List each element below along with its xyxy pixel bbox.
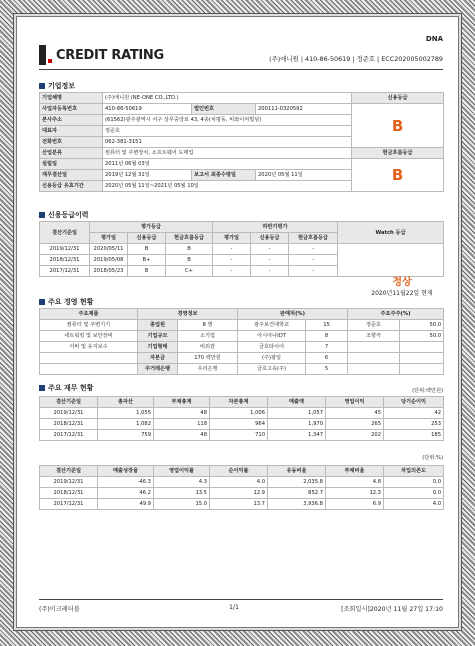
table-cell: 0.0 (384, 477, 444, 488)
table-cell: 기업규모 (138, 331, 178, 342)
ratio-header: 차입의존도 (384, 466, 444, 477)
ratio-header: 매출성장율 (98, 466, 154, 477)
table-cell: 42 (384, 408, 444, 419)
settle-date-value: 2019년 12월 31일 (103, 170, 192, 181)
history-col-half: 하반기평가 (213, 222, 338, 233)
footer-timestamp: [조회일시]2020년 11월 27일 17:10 (341, 606, 443, 613)
fin-header: 당기순이익 (384, 397, 444, 408)
fin-header: 매출액 (268, 397, 326, 408)
table-cell: 2020/05/11 (90, 244, 128, 255)
table-cell: 170 백만원 (178, 353, 238, 364)
table-cell: 12.9 (210, 488, 268, 499)
report-footer (39, 599, 443, 613)
report-header (39, 27, 443, 69)
footer-page: 1/1 (229, 604, 239, 611)
ratio-header: 영업이익률 (154, 466, 210, 477)
doc-code: DNA (425, 35, 443, 43)
logo-bar-icon (39, 45, 46, 65)
table-cell: - (213, 244, 251, 255)
section-company: 기업정보 (39, 81, 75, 91)
ratio-header: 순이익률 (210, 466, 268, 477)
company-table (39, 92, 444, 192)
table-cell: 710 (210, 430, 268, 441)
table-cell: 1,006 (210, 408, 268, 419)
table-cell (348, 342, 400, 353)
section-management: 주요 경영 현황 (39, 297, 93, 307)
table-cell: 50.0 (400, 320, 444, 331)
company-name-label: 기업체명 (40, 93, 103, 104)
footer-company: (주)이크레더블 (39, 606, 80, 613)
mgmt-header-info: 경영정보 (138, 309, 238, 320)
table-cell: 2018/12/31 (40, 255, 90, 266)
history-col-settle: 결산기준일 (40, 222, 90, 244)
fin-header: 자본총계 (210, 397, 268, 408)
mgmt-header-products: 주요제품 (40, 309, 138, 320)
table-cell: 118 (154, 419, 210, 430)
table-cell: 우리은행 (178, 364, 238, 375)
table-cell: 265 (326, 419, 384, 430)
table-cell: 0.0 (384, 488, 444, 499)
history-sub-header: 신용등급 (128, 233, 166, 244)
table-cell: 1,057 (268, 408, 326, 419)
settle-date-label: 재무결산일 (40, 170, 103, 181)
table-cell: 46.2 (98, 488, 154, 499)
report-title: CREDIT RATING (56, 48, 164, 63)
ceo-label: 대표자 (40, 126, 103, 137)
table-cell: 정준호 (348, 320, 400, 331)
table-cell: 48 (154, 430, 210, 441)
history-sub-header: 신용등급 (251, 233, 289, 244)
table-cell: B (128, 266, 166, 277)
report-date-value: 2020년 05월 11일 (256, 170, 352, 181)
table-cell: 금호고속(주) (238, 364, 306, 375)
table-cell: 5 (306, 364, 348, 375)
address-value: (61562)광주광역시 서구 상무중앙로 43, 4층(치평동, 비와이씨빌딩) (103, 115, 352, 126)
watch-status: 정상 (392, 277, 412, 288)
biz-no-label: 사업자등록번호 (40, 104, 103, 115)
ratio-table (39, 465, 444, 510)
table-cell: 1,055 (98, 408, 154, 419)
table-row (40, 320, 444, 331)
table-cell: 3,936.8 (268, 499, 326, 510)
ratio-header: 결산기준일 (40, 466, 98, 477)
table-cell (400, 342, 444, 353)
table-cell: 2019/05/08 (90, 255, 128, 266)
table-cell: 자본금 (138, 353, 178, 364)
history-table (39, 221, 444, 277)
doc-info: (주)애니원 | 410-86-50619 | 정준호 | ECC202005002789 (269, 55, 443, 63)
history-sub-header: 현금흐름등급 (166, 233, 213, 244)
report-page (17, 17, 458, 627)
finance-table (39, 396, 444, 441)
validity-value: 2020년 05월 11일~2021년 05월 10일 (103, 181, 352, 192)
table-cell: 50.0 (400, 331, 444, 342)
table-cell: 2,035.8 (268, 477, 326, 488)
credit-grade-label: 신용등급 (352, 93, 444, 104)
table-cell: - (289, 266, 338, 277)
table-cell: 13.5 (154, 488, 210, 499)
table-cell: B+ (128, 255, 166, 266)
table-cell (400, 353, 444, 364)
table-cell: 13.7 (210, 499, 268, 510)
cash-grade-value: B (352, 159, 444, 192)
section-history: 신용등급이력 (39, 210, 89, 220)
table-cell: 아시아나IDT (238, 331, 306, 342)
table-cell: 48 (154, 408, 210, 419)
table-cell: 852.7 (268, 488, 326, 499)
table-row (40, 364, 444, 375)
table-cell: 12.3 (326, 488, 384, 499)
credit-grade-value: B (352, 104, 444, 148)
table-cell: 2017/12/31 (40, 430, 98, 441)
table-cell: 253 (384, 419, 444, 430)
table-cell: - (289, 244, 338, 255)
table-cell: 2017/12/31 (40, 266, 90, 277)
table-cell: (주)광일 (238, 353, 306, 364)
table-cell: B (166, 244, 213, 255)
table-cell: 1,970 (268, 419, 326, 430)
table-cell: B (166, 255, 213, 266)
table-cell: 주거래은행 (138, 364, 178, 375)
table-cell: 6 (306, 353, 348, 364)
table-cell: - (251, 244, 289, 255)
table-cell: 49.9 (98, 499, 154, 510)
table-cell: 조향극 (348, 331, 400, 342)
phone-value: 062-381-3151 (103, 137, 352, 148)
table-cell: 컴퓨터 및 주변기기 (40, 320, 138, 331)
fin-header: 총자산 (98, 397, 154, 408)
table-row (40, 244, 444, 255)
table-cell: 4.3 (154, 477, 210, 488)
table-cell: - (251, 255, 289, 266)
unit-label-percent: (단위:%) (422, 455, 443, 461)
table-cell: 964 (210, 419, 268, 430)
table-cell: 4.0 (210, 477, 268, 488)
ceo-value: 정준호 (103, 126, 352, 137)
table-cell (400, 364, 444, 375)
table-row (40, 430, 444, 441)
table-cell: B (128, 244, 166, 255)
table-row (40, 353, 444, 364)
history-sub-header: 평가일 (213, 233, 251, 244)
section-square-icon (39, 299, 45, 305)
table-cell: 2018/12/31 (40, 419, 98, 430)
table-cell: 광주보건대학교 (238, 320, 306, 331)
mgmt-header-sales: 판매처(%) (238, 309, 348, 320)
table-cell: 2018/05/23 (90, 266, 128, 277)
table-cell: 서버 및 유지보수 (40, 342, 138, 353)
table-cell: 8 명 (178, 320, 238, 331)
unit-label-million: (단위:백만원) (412, 388, 443, 394)
ratio-header: 유동비율 (268, 466, 326, 477)
biz-no-value: 410-86-50619 (103, 104, 192, 115)
table-cell: 202 (326, 430, 384, 441)
history-sub-header: 평가일 (90, 233, 128, 244)
table-cell: 1,082 (98, 419, 154, 430)
section-square-icon (39, 385, 45, 391)
table-cell: -46.3 (98, 477, 154, 488)
table-row (40, 488, 444, 499)
table-cell: 2019/12/31 (40, 244, 90, 255)
table-cell: 15 (306, 320, 348, 331)
fin-header: 영업이익 (326, 397, 384, 408)
table-cell: 비외감 (178, 342, 238, 353)
table-row (40, 408, 444, 419)
table-cell: - (213, 266, 251, 277)
history-sub-header: 현금흐름등급 (289, 233, 338, 244)
watch-date: 2020년11월22일 현재 (371, 290, 433, 297)
table-cell: 2018/12/31 (40, 488, 98, 499)
table-cell: 8 (306, 331, 348, 342)
corp-no-label: 법인번호 (192, 104, 256, 115)
table-cell: 7 (306, 342, 348, 353)
table-cell (40, 364, 138, 375)
fin-header: 결산기준일 (40, 397, 98, 408)
watch-cell (338, 244, 444, 277)
table-cell: - (251, 266, 289, 277)
company-name-value: (주)애니원 (NE-ONE CO.,LTD.) (103, 93, 352, 104)
founded-value: 2011년 06월 03일 (103, 159, 352, 170)
table-cell (40, 353, 138, 364)
validity-label: 신용등급 유효기간 (40, 181, 103, 192)
table-row (40, 419, 444, 430)
table-cell: 759 (98, 430, 154, 441)
table-cell (348, 364, 400, 375)
table-cell: 2019/12/31 (40, 408, 98, 419)
history-col-eval: 평가등급 (90, 222, 213, 233)
industry-label: 산업분류 (40, 148, 103, 159)
table-cell: 15.0 (154, 499, 210, 510)
table-cell (348, 353, 400, 364)
section-finance: 주요 재무 현황 (39, 383, 93, 393)
report-date-label: 보고서 최종수령일 (192, 170, 256, 181)
table-cell: - (289, 255, 338, 266)
ratio-header: 부채비율 (326, 466, 384, 477)
table-cell: 기업형태 (138, 342, 178, 353)
address-label: 본사주소 (40, 115, 103, 126)
table-cell: 1,347 (268, 430, 326, 441)
corp-no-value: 200111-0320592 (256, 104, 352, 115)
table-row (40, 477, 444, 488)
management-table (39, 308, 444, 375)
table-cell: 네트워킹 및 보안장비 (40, 331, 138, 342)
table-cell: 2019/12/31 (40, 477, 98, 488)
history-col-watch: Watch 등급 (338, 222, 444, 244)
phone-label: 전화번호 (40, 137, 103, 148)
table-row (40, 499, 444, 510)
logo-dot-icon (48, 59, 52, 63)
table-cell: 소기업 (178, 331, 238, 342)
table-cell: - (213, 255, 251, 266)
header-divider (39, 69, 443, 70)
table-cell: C+ (166, 266, 213, 277)
mgmt-header-shareholders: 주요주주(%) (348, 309, 444, 320)
cash-grade-label: 현금흐름등급 (352, 148, 444, 159)
table-cell: 4.0 (384, 499, 444, 510)
industry-value: 컴퓨터 및 주변장치, 소프트웨어 도매업 (103, 148, 352, 159)
table-cell: 6.9 (326, 499, 384, 510)
section-square-icon (39, 212, 45, 218)
table-cell: 185 (384, 430, 444, 441)
section-square-icon (39, 83, 45, 89)
founded-label: 설립일 (40, 159, 103, 170)
table-cell: 금호타이어 (238, 342, 306, 353)
table-cell: 종업원 (138, 320, 178, 331)
table-row (40, 331, 444, 342)
table-cell: 2017/12/31 (40, 499, 98, 510)
table-row (40, 342, 444, 353)
table-cell: 4.8 (326, 477, 384, 488)
fin-header: 부채총계 (154, 397, 210, 408)
table-cell: 45 (326, 408, 384, 419)
